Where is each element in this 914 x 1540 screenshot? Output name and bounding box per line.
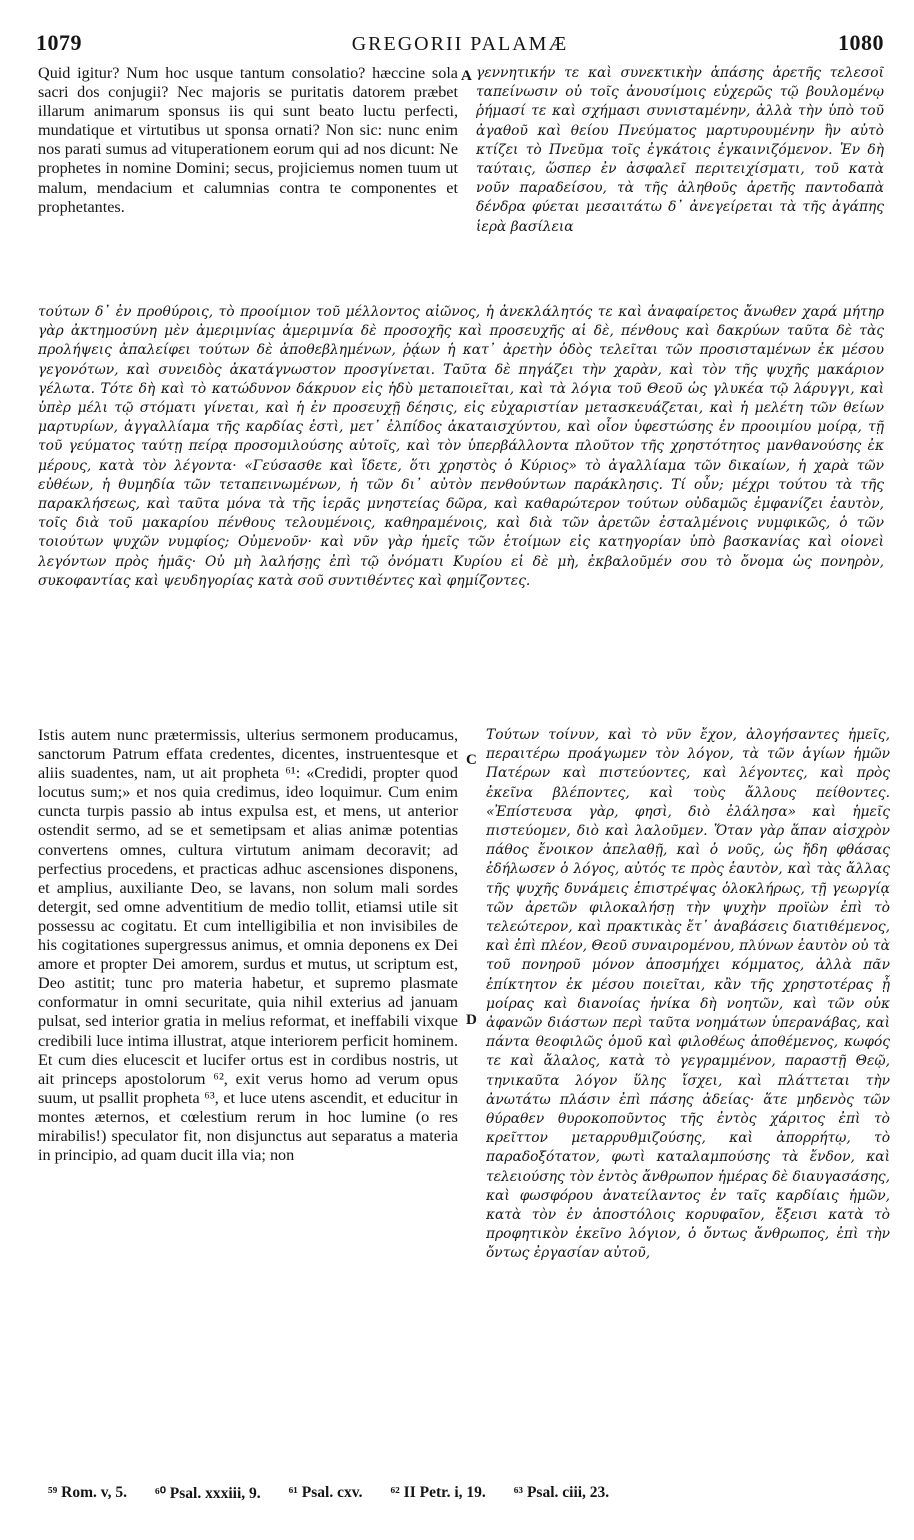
greek-full-width-passage: τούτων δ᾽ ἐν προθύροις, τὸ προοίμιον τοῦ μέλλοντος αἰῶνος, ἡ ἀνεκλάλητός τε καὶ ἀναφαίρετος ἄνωθεν χαρά μήτηρ γὰρ ἀκτημοσύνη μὲν ἀμεριμνίας ἀμεριμνία δὲ προσοχῆς καὶ προσευχῆς αἱ δὲ, πένθους καὶ δακρύων ταῦτα δὲ τὰς προλήψεις ἀπαλείφει τούτων δὲ ἀποθεβλημένων, ῥᾴων ἡ κατ᾽ ἀρετὴν ὁδὸς τελεῖται τῶν προσισταμένων ἐκ μέσου γεγονότων, καὶ συνειδὸς ἀκατάγνωστον προσγίνεται. Ταῦτα δὲ πηγάζει τὴν χαρὰν, καὶ τὸν τῆς ψυχῆς μακάριον γέλωτα. Τότε δὴ καὶ τὸ κατώδυνον δάκρυον εἰς ἡδὺ μεταποιεῖται, καὶ τὰ λόγια τοῦ Θεοῦ ὡς γλυκέα τῷ λάρυγγι, καὶ ὑπὲρ μέλι τῷ στόματι γίνεται, καὶ ἡ ἐν προσευχῇ δέησις, εἰς εὐχαριστίαν μετασκευάζεται, καὶ ἡ μελέτη τῶν θείων μαρτυρίων, ἀγγαλλίαμα τῆς καρδίας ἐστὶ, μετ᾽ ἐλπίδος ἀκαταισχύντου, καὶ οἷον ὑφεστώσης ἐν προοιμίου μοίρᾳ, τῇ τοῦ γεύματος ταύτῃ πείρᾳ προσομιλούσης αὐτοῖς, καὶ τὸν ὑπερβάλλοντα πλοῦτον τῆς χρηστότητος μανθανούσης ἐκ μέρους, κατὰ τὸν λέγοντα· «Γεύσασθε καὶ ἴδετε, ὅτι χρηστὸς ὁ Κύριος» τὸ ἀγαλλίαμα τῶν δικαίων, ἡ χαρὰ τῶν εὐθέων, ἡ θυμηδία τῶν τεταπεινωμένων, ἡ τῶν δι᾽ αὐτὸν πενθούντων παράκλησις. Τί οὖν; μέχρι τούτου τὰ τῆς παρακλήσεως, καὶ ταῦτα μόνα τὰ τῆς ἱερᾶς μνηστείας δῶρα, καὶ καθαρώτερον τούτων οὐδαμῶς ἐμφανίζει ἑαυτὸν, τοῖς διὰ τοῦ μακαρίου πένθους τελουμένοις, καθηραμένοις, καὶ διὰ τῶν ἀρετῶν ἐσταλμένοις νυμφικῶς, ὁ τῶν τοιούτων ψυχῶν νυμφίος; Οὐμενοῦν· καὶ νῦν γὰρ ἡμεῖς τῶν ἑτοίμων εἰς κατηγορίαν ὑπὸ βασκανίας καὶ οἱονεὶ λεγόντων πρὸς ἡμᾶς· Οὐ μὴ λαλήσῃς ἐπὶ τῷ ὀνόματι Κυρίου εἰ δὲ μὴ, ἐκβαλοῦμέν σου τὸ ὄνομα ὡς πονηρὸν, συκοφαντίας καὶ ψευδηγορίας κατὰ σοῦ συντιθέντες καὶ φημίζοντες.: [38, 304, 884, 589]
footnotes: [48, 1484, 888, 1503]
latin-column-bottom: Istis autem nunc prætermissis, ulterius sermonem producamus, sanctorum Patrum effata credentes, dicentes, instruentesque et aliis suadentes, nam, ut ait propheta ⁶¹: «Credidi, propter quod locutus sum;» et nos quia credimus, ideo loquimur. Cum enim cuncta turpis passio ab intus expulsa est, et mens, ut anterior ostendit sermo, ad se et semetipsam et alias animæ potentias convertens omnes, cultura virtutum animam decoravit; ad perfectius procedens, et practicas adhuc ascensiones disponens, et amplius, auxiliante Deo, se lavans, non solum mali sordes detergit, sed omne adventitium de medio tollit, etiamsi utile sit possessu ac cogitatu. Et cum intelligibilia et non invisibiles de his cogitationes supergressus animus, et omnia deponens ex Dei amore et propter Dei amorem, surdus et mutus, ut scriptum est, Deo astitit; tunc pro materia habetur, et supremo plasmate conformatur in omni securitate, quia nihil exterius ad januam pulsat, sed interior gratia in melius reformat, et ineffabili vixque credibili luce intima illustrat, atque interiorem perficit hominem. Et cum dies elucescit et lucifer ortus est in cordibus nostris, ut ait princeps apostolorum ⁶², exit verus homo ad verum opus suum, ut psallit propheta ⁶³, et luce utens ascendit, et educitur in montes æternos, et cœlestium rerum in hoc lumine (o res mirabilis!) speculator fit, non disjunctus aut separatus a materia in principio, ad quam ducit illa via; non: [38, 726, 458, 1165]
greek-column-top: γεννητικήν τε καὶ συνεκτικὴν ἁπάσης ἀρετῆς τελεσοῖ ταπείνωσιν οὐ τοῖς ἀνουσίμοις εὐχερῶς τῷ βουλομένῳ ῥήμασί τε καὶ σχήμασι συνισταμένην, ἀλλὰ τὴν ὑπὸ τοῦ ἀγαθοῦ καὶ θείου Πνεύματος μαρτυρουμένην ἣν αὐτὸ κτίζει τὸ Πνεῦμα τοῖς ἐγκάτοις ἐγκαινιζόμενον. Ἐν δὴ ταύταις, ὥσπερ ἐν ἀσφαλεῖ περιτειχίσματι, τοῦ κατὰ νοῦν παραδείσου, τὰ τῆς ἀληθοῦς ἀρετῆς παντοδαπὰ δένδρα φύεται μεσαιτάτω δ᾽ ἀνεγείρεται τὰ τῆς ἀγάπης ἱερὰ βασίλεια: [476, 65, 884, 235]
footnote: ⁵⁹ Rom. v, 5.: [48, 1484, 128, 1501]
footnote: ⁶⁰ Psal. xxxiii, 9.: [155, 1485, 261, 1502]
footnote: ⁶² II Petr. i, 19.: [390, 1484, 486, 1501]
section-marker-d: D: [466, 1012, 477, 1028]
section-marker-a: A: [461, 68, 472, 84]
footnote: ⁶¹ Psal. cxv.: [288, 1484, 363, 1501]
greek-column-bottom: Τούτων τοίνυν, καὶ τὸ νῦν ἔχον, ἀλογήσαντες ἡμεῖς, περαιτέρω προάγωμεν τὸν λόγον, τὰ τῶν ἁγίων ἡμῶν Πατέρων καὶ πιστεύοντες, καὶ λέγοντες, καὶ πρὸς ἐκεῖνα βλέποντες, καὶ τοὺς ἄλλους πείθοντες. «Ἐπίστευσα γὰρ, φησὶ, διὸ ἐλάλησα» καὶ ἡμεῖς πιστεύομεν, διὸ καὶ λαλοῦμεν. Ὅταν γὰρ ἅπαν αἰσχρὸν πάθος ἔνοικον ἀπελαθῇ, καὶ ὁ νοῦς, ὡς ἤδη φθάσας ἐδήλωσεν ὁ λόγος, αὐτός τε πρὸς ἑαυτὸν, καὶ τὰς ἄλλας τῆς ψυχῆς δυνάμεις ἐπιστρέψας ὁλοκλήρως, τῇ γεωργίᾳ τῶν ἀρετῶν φιλοκαλήσῃ τὴν ψυχὴν προϊὼν ἐπὶ τὸ τελεώτερον, καὶ πρακτικὰς ἔτ᾽ ἀναβάσεις διατιθέμενος, καὶ ἐπὶ πλέον, Θεοῦ συναιρομένου, πλύνων ἑαυτὸν οὐ τὰ τοῦ πονηροῦ μόνον ἀποσμήχει κόμματος, ἀλλὰ πᾶν ἐπίκτητον ἐκ μέσου ποιεῖται, κἂν τῆς χρηστοτέρας ᾖ μοίρας καὶ διανοίας ἡνίκα δὴ νοητῶν, καὶ τῶν οὐκ ἀφανῶν διάστων περὶ ταῦτα νοημάτων ὑπερανάβας, καὶ πάντα θεοφιλῶς ὁμοῦ καὶ φιλοθέως ἀποθέμενος, κωφός τε καὶ ἄλαλος, κατὰ τὸ γεγραμμένον, παραστῇ Θεῷ, τηνικαῦτα λόγον ὕλης ἴσχει, καὶ πλάττεται τὴν ἀνωτάτω πλάσιν ἐπὶ πάσης ἀδείας· ἅτε μηδενὸς τῶν θύραθεν θυροκοποῦντος τῆς ἐντὸς χάριτος ἐπὶ τὸ κρεῖττον μεταρρυθμιζούσης, καὶ ἀπορρήτῳ, τὸ παραδοξότατον, φωτὶ καταλαμπούσης τὰ ἔνδον, καὶ τελειούσης τὸν ἐντὸς ἄνθρωπον ἡμέρας δὲ διαυγασάσης, καὶ φωσφόρου ἀνατείλαντος ἐν ταῖς καρδίαις ἡμῶν, κατὰ τὸν ἐν ἀποστόλοις κορυφαῖον, ἔξεισι κατὰ τὸ προφητικὸν ἐκεῖνο λόγιον, ὁ ὄντως ἄνθρωπος, ἐπὶ τὴν ὄντως ἐργασίαν αὐτοῦ,: [486, 727, 890, 1262]
running-title: GREGORII PALAMÆ: [351, 33, 569, 55]
page-number-right: 1080: [837, 30, 884, 55]
section-marker-c: C: [466, 752, 477, 768]
latin-column-top: Quid igitur? Num hoc usque tantum consolatio? hæccine sola sacri dos conjugii? Nec majoris se puritatis datorem præbet illarum animarum sponsus iis qui sunt beato luctu perfecti, mundatique et virtutibus ut sponsa ornati? Non sic: nunc enim nos parati sumus ad vituperationem eorum qui ad nos dicunt: Ne prophetes in nomine Domini; secus, projiciemus nomen tuum ut malum, mendacium et calumnias contra te componentes et prophetantes.: [38, 64, 458, 216]
running-header: [36, 30, 884, 58]
page-number-left: 1079: [36, 30, 82, 55]
footnote: ⁶³ Psal. ciii, 23.: [513, 1484, 610, 1501]
